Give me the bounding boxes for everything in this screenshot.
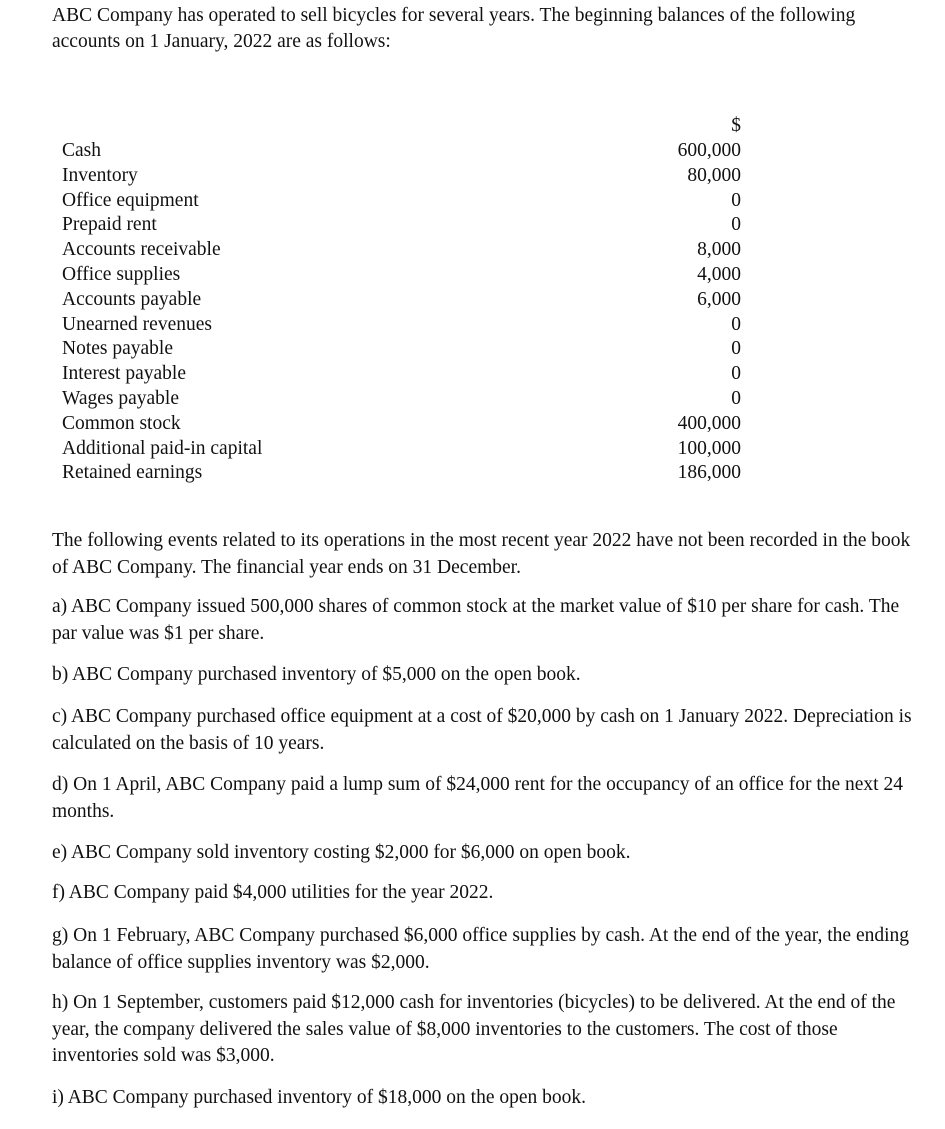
event-f: f) ABC Company paid $4,000 utilities for the year 2022. — [52, 882, 494, 903]
account-amount: 0 — [731, 387, 741, 409]
table-row — [62, 437, 741, 462]
events-intro-paragraph: The following events related to its operations in the most recent year 2022 have not been recorded in the book of ABC Company. The financial year ends on 31 December. — [52, 530, 911, 578]
account-amount: 0 — [731, 363, 741, 385]
account-amount: 0 — [731, 214, 741, 236]
table-row — [62, 412, 741, 437]
account-amount: 0 — [731, 189, 741, 211]
table-row — [62, 313, 741, 338]
beginning-balances-table — [62, 139, 741, 486]
table-row — [62, 362, 741, 387]
currency-header: $ — [731, 115, 741, 136]
event-e: e) ABC Company sold inventory costing $2,000 for $6,000 on open book. — [52, 842, 631, 863]
account-name: Prepaid rent — [62, 214, 157, 236]
account-name: Office equipment — [62, 189, 199, 211]
table-row — [62, 263, 741, 288]
account-name: Retained earnings — [62, 462, 203, 484]
account-amount: 6,000 — [697, 288, 741, 310]
account-amount: 8,000 — [697, 239, 741, 261]
account-name: Cash — [62, 140, 101, 161]
account-name: Inventory — [62, 164, 138, 186]
account-amount: 0 — [731, 313, 741, 335]
account-amount: 0 — [731, 338, 741, 360]
account-name: Common stock — [62, 412, 181, 434]
account-name: Wages payable — [62, 387, 179, 409]
account-name: Interest payable — [62, 363, 186, 385]
account-amount: 80,000 — [687, 164, 741, 186]
account-amount: 186,000 — [677, 462, 741, 484]
table-row — [62, 164, 741, 189]
account-name: Accounts receivable — [62, 239, 221, 261]
table-row — [62, 387, 741, 412]
account-name: Accounts payable — [62, 288, 202, 310]
table-row — [62, 461, 741, 486]
account-amount: 400,000 — [677, 412, 741, 434]
account-amount: 100,000 — [677, 437, 741, 459]
event-a: a) ABC Company issued 500,000 shares of common stock at the market value of $10 per share for cash. The par value was $1 per share. — [52, 596, 900, 644]
event-g: g) On 1 February, ABC Company purchased $6,000 office supplies by cash. At the end of the year, the ending balance of office supplies inventory was $2,000. — [52, 925, 910, 973]
event-i: i) ABC Company purchased inventory of $18,000 on the open book. — [52, 1087, 587, 1108]
event-d: d) On 1 April, ABC Company paid a lump sum of $24,000 rent for the occupancy of an office for the next 24 months. — [52, 774, 903, 822]
account-name: Additional paid-in capital — [62, 437, 263, 459]
intro-paragraph: ABC Company has operated to sell bicycles for several years. The beginning balances of the following accounts on 1 January, 2022 are as follows: — [52, 5, 856, 52]
account-name: Notes payable — [62, 338, 174, 360]
table-row — [62, 213, 741, 238]
account-amount: 4,000 — [697, 263, 741, 285]
table-row — [62, 139, 741, 164]
table-row — [62, 189, 741, 214]
table-row — [62, 288, 741, 313]
account-name: Office supplies — [62, 263, 181, 285]
account-name: Unearned revenues — [62, 313, 212, 335]
table-row — [62, 238, 741, 263]
account-amount: 600,000 — [677, 140, 741, 161]
event-b: b) ABC Company purchased inventory of $5,000 on the open book. — [52, 664, 581, 685]
event-h: h) On 1 September, customers paid $12,000 cash for inventories (bicycles) to be delivered. At the end of the year, the company delivered the sales value of $8,000 inventories to the customers. The cost of those inventories sold was $3,000. — [52, 992, 896, 1066]
table-row — [62, 337, 741, 362]
event-c: c) ABC Company purchased office equipment at a cost of $20,000 by cash on 1 January 2022. Depreciation is calculated on the basis of 10 years. — [52, 706, 912, 754]
